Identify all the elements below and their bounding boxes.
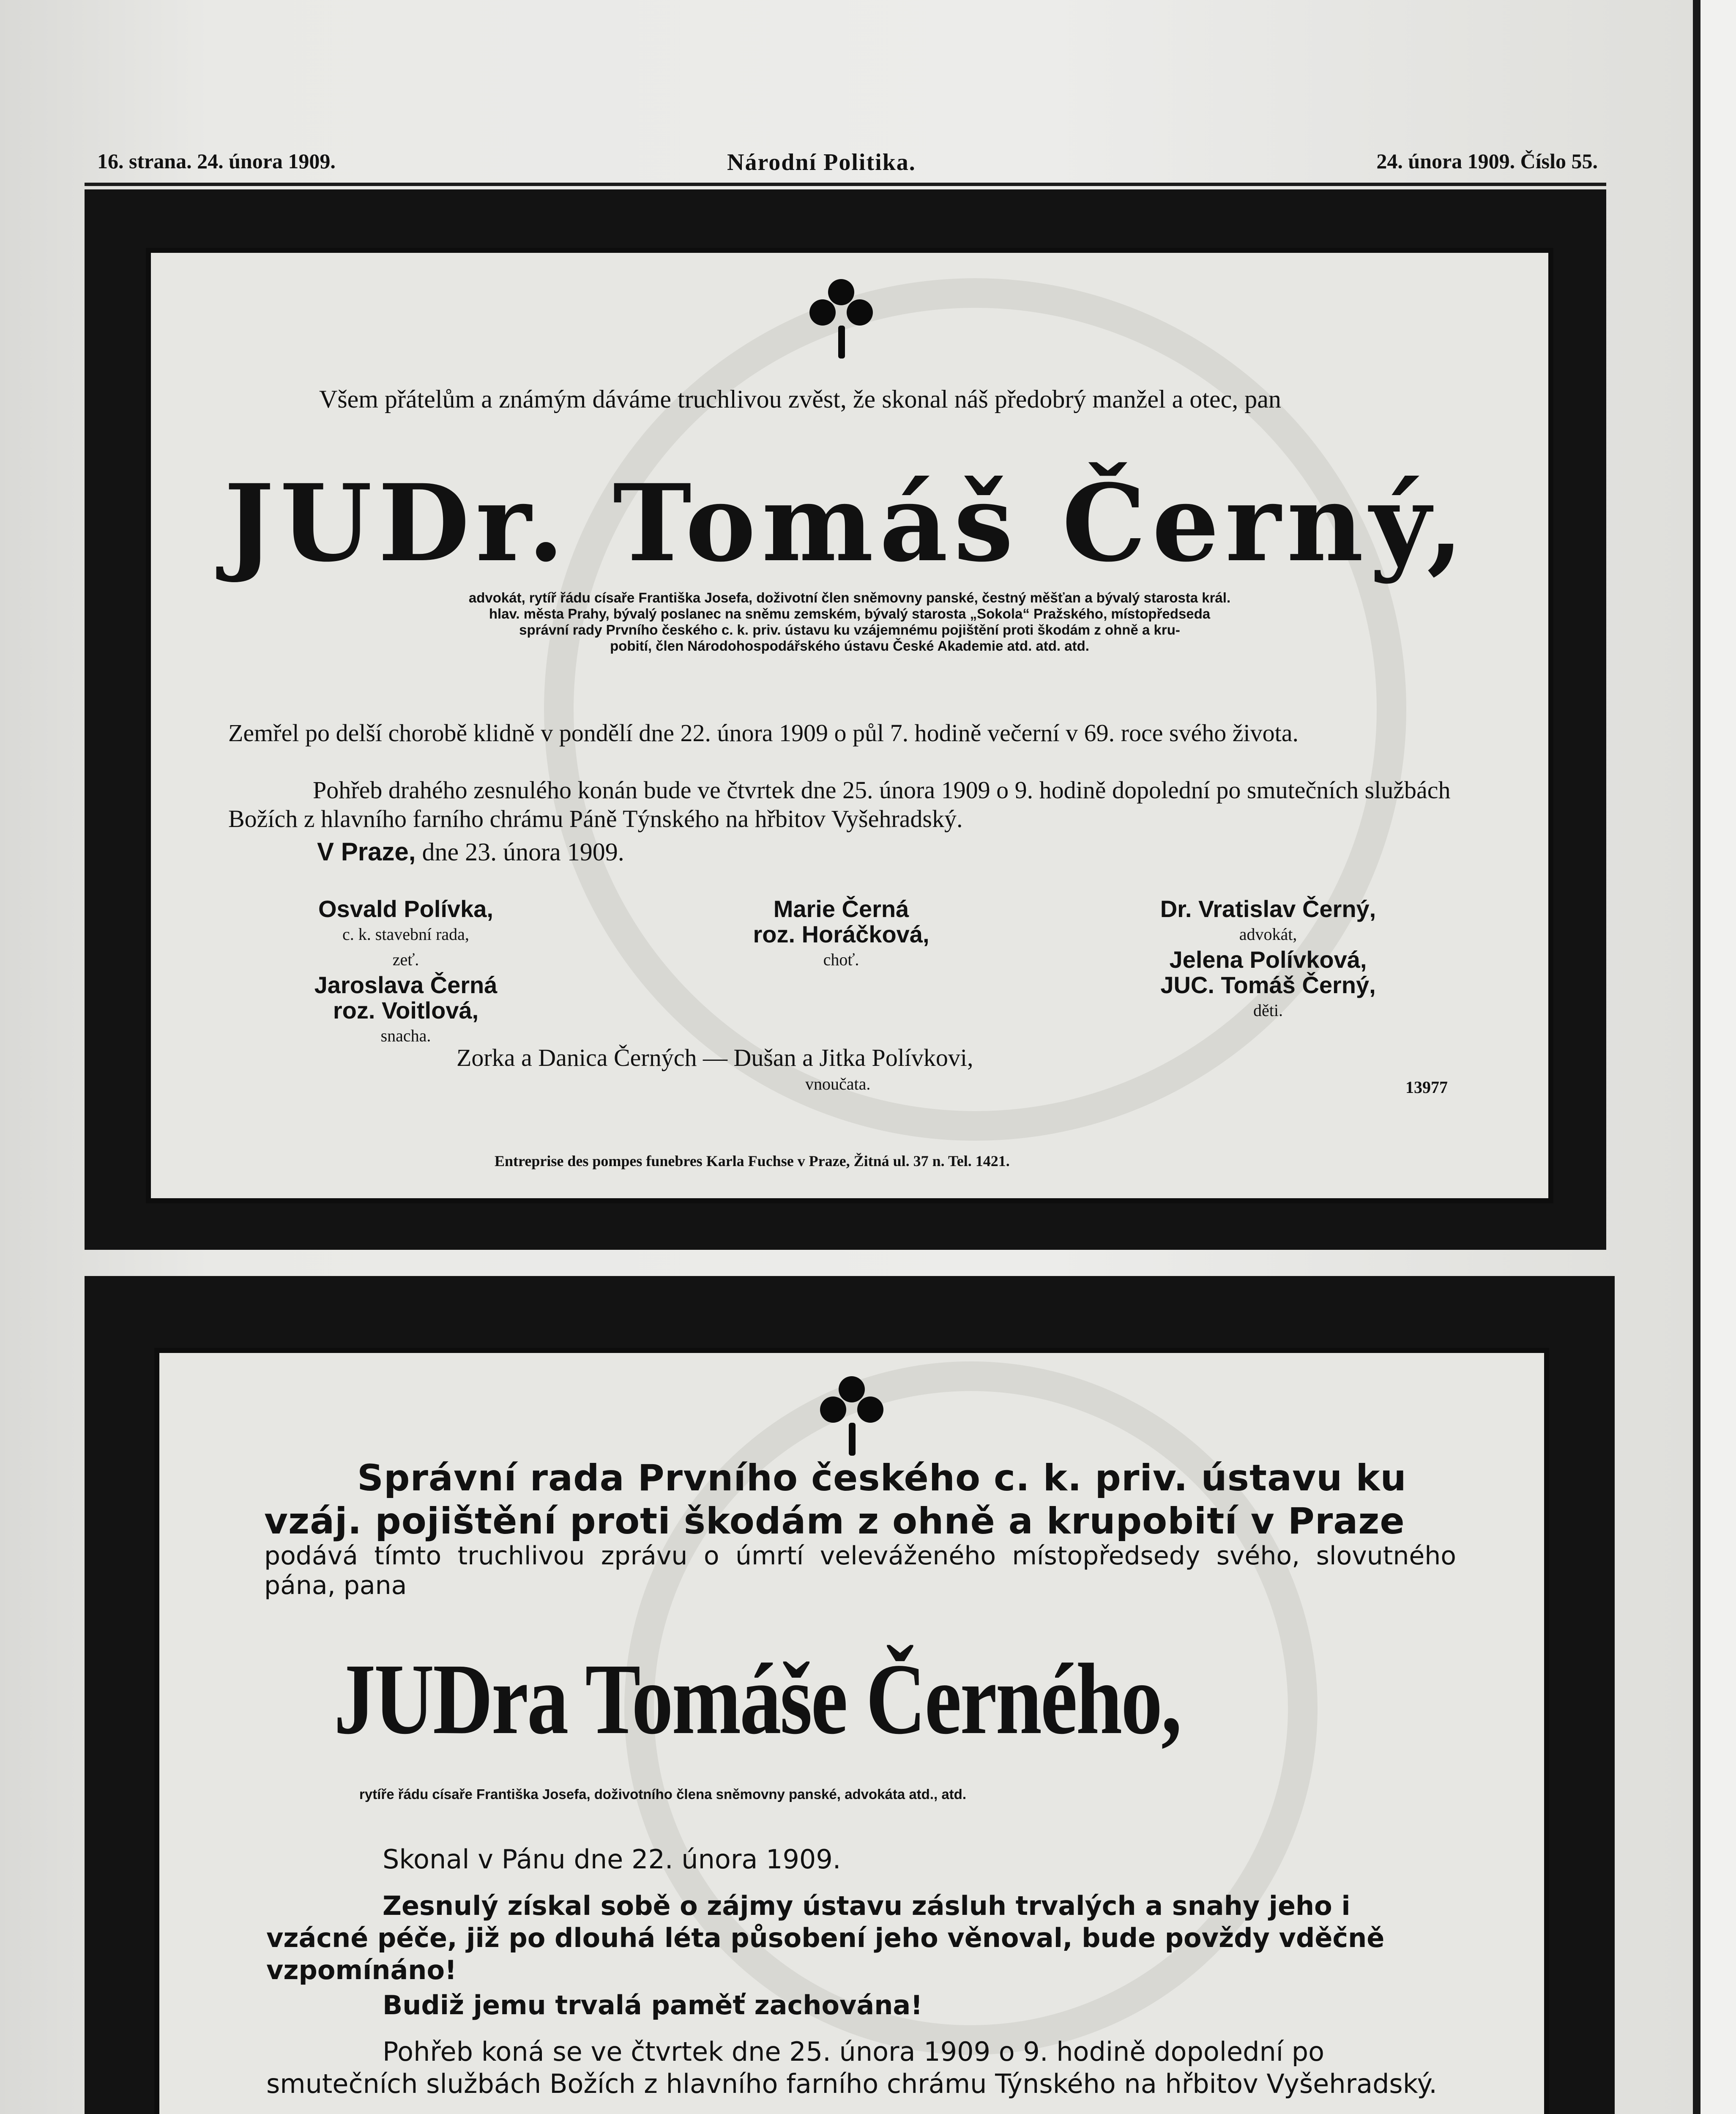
- grandchildren: Zorka a Danica Černých — Dušan a Jitka Polívkovi,: [457, 1044, 973, 1071]
- deceased-titles-short: rytíře řádu císaře Františka Josefa, doživotního člena sněmovny panské, advokáta atd., atd.: [359, 1786, 966, 1802]
- obituary-intro: Všem přátelům a známým dáváme truchlivou zvěst, že skonal náš předobrý manžel a otec, pan: [319, 385, 1281, 413]
- signer-name: Jelena Polívková,: [1169, 946, 1367, 973]
- signers-column-right: [1107, 896, 1429, 1023]
- header-issue: 24. února 1909. Číslo 55.: [1376, 149, 1598, 173]
- titles-line: správní rady Prvního českého c. k. priv. ústavu ku vzájemnému pojištění proti škodám z ohně a kru-: [519, 622, 1180, 638]
- titles-line: hlav. města Prahy, bývalý poslanec na sněmu zemském, bývalý starosta „Sokola“ Pražského, místopředseda: [489, 606, 1211, 622]
- next-page-edge: [1693, 0, 1736, 2114]
- funeral-notice: Pohřeb drahého zesnulého konán bude ve čtvrtek dne 25. února 1909 o 9. hodině dopolední po smutečních službách Božích z hlavního farního chrámu Páně Týnského na hřbitov Vyšehradský.: [228, 776, 1451, 832]
- funeral-statement: Pohřeb koná se ve čtvrtek dne 25. února 1909 o 9. hodině dopolední po smutečních službách Božích z hlavního farního chrámu Týnského na hřbitov Vyšehradský.: [266, 2036, 1437, 2099]
- signer-role: c. k. stavební rada,: [342, 925, 469, 944]
- place-date: [317, 837, 624, 867]
- signer-role: děti.: [1253, 1001, 1283, 1020]
- clover-icon: [820, 1376, 883, 1457]
- place-date-text: dne 23. února 1909.: [416, 838, 624, 866]
- signers-column-left: [275, 896, 537, 1049]
- signer-role: zeť.: [392, 950, 419, 969]
- signer-name: roz. Voitlová,: [333, 997, 479, 1024]
- board-heading: [264, 1457, 1407, 1543]
- clover-icon: [809, 279, 873, 359]
- board-intro: podává tímto truchlivou zprávu o úmrtí veleváženého místopředsedy svého, slovutného pána, pana: [264, 1541, 1456, 1600]
- header-newspaper-title: Národní Politika.: [727, 149, 916, 175]
- titles-line: pobití, člen Národohospodářského ústavu České Akademie atd. atd. atd.: [610, 638, 1089, 654]
- header-rule: [85, 183, 1606, 186]
- signer-name: Osvald Polívka,: [318, 895, 493, 922]
- signer-role: choť.: [823, 950, 859, 969]
- page-header: [97, 149, 1598, 183]
- deceased-titles: [228, 590, 1471, 654]
- signer-name: roz. Horáčková,: [753, 921, 930, 947]
- funeral-home-line: Entreprise des pompes funebres Karla Fuchse v Praze, Žitná ul. 37 n. Tel. 1421.: [495, 1153, 1010, 1169]
- board-heading-line: vzáj. pojištění proti škodám z ohně a krupobití v Praze: [264, 1500, 1405, 1542]
- deceased-name-genitive: JUDra Tomáše Černého,: [334, 1643, 1181, 1755]
- ad-number: 13977: [1405, 1078, 1448, 1097]
- memory-statement: Budiž jemu trvalá paměť zachována!: [383, 1990, 923, 2021]
- death-notice: Zemřel po delší chorobě klidně v pondělí dne 22. února 1909 o půl 7. hodině večerní v 69. roce svého života.: [228, 719, 1299, 747]
- titles-line: advokát, rytíř řádu císaře Františka Josefa, doživotní člen sněmovny panské, čestný měšťan a bývalý starosta král.: [468, 590, 1231, 605]
- place-city: V Praze,: [317, 838, 416, 866]
- signer-name: Jaroslava Černá: [314, 972, 498, 998]
- signer-name: JUC. Tomáš Černý,: [1160, 972, 1376, 998]
- signer-name: Marie Černá: [773, 895, 909, 922]
- grandchildren-role: vnoučata.: [805, 1074, 871, 1093]
- died-statement: Skonal v Pánu dne 22. února 1909.: [383, 1844, 841, 1875]
- signer-role: snacha.: [380, 1026, 431, 1045]
- deceased-name: JUDr. Tomáš Černý,: [224, 461, 1470, 585]
- merit-statement: Zesnulý získal sobě o zájmy ústavu zásluh trvalých a snahy jeho i vzácné péče, již po dlouhá léta působení jeho věnoval, bude povždy vděčně vzpomínáno!: [266, 1890, 1385, 1985]
- signer-role: advokát,: [1239, 925, 1297, 944]
- board-heading-line: Správní rada Prvního českého c. k. priv. ústavu ku: [357, 1457, 1407, 1499]
- header-page-date: 16. strana. 24. února 1909.: [97, 149, 336, 173]
- signer-name: Dr. Vratislav Černý,: [1160, 895, 1376, 922]
- signers-column-center: [697, 896, 985, 972]
